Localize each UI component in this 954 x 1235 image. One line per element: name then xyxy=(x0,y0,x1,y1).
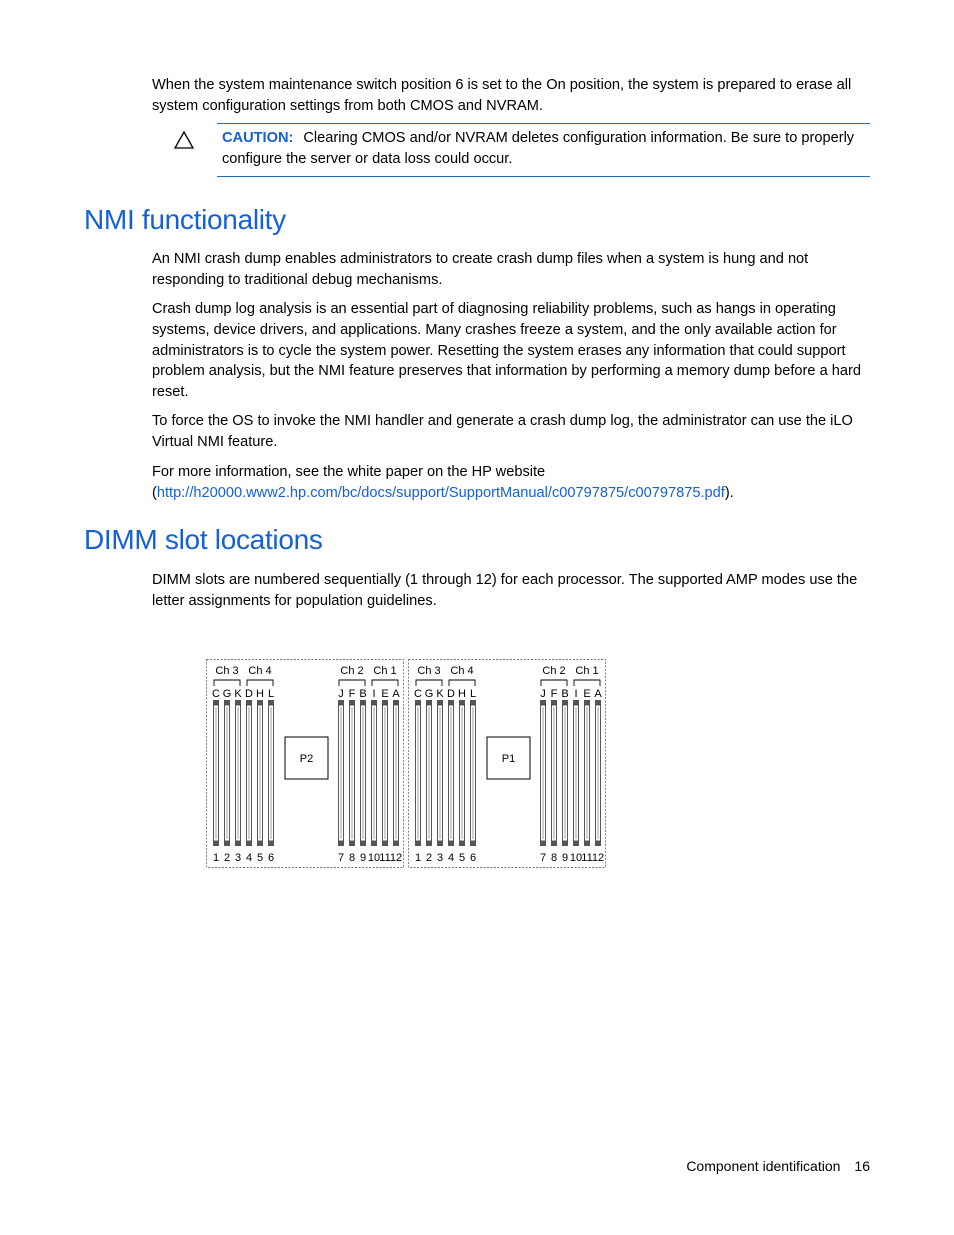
nmi-heading: NMI functionality xyxy=(84,204,286,235)
open-paren: ( xyxy=(152,484,157,501)
channel-label: Ch 2 xyxy=(340,665,364,677)
nmi-paragraph-4 xyxy=(152,462,872,504)
slot-number: 4 xyxy=(447,852,455,864)
slot-letter: I xyxy=(372,688,376,700)
channel-bracket xyxy=(541,680,567,686)
nmi-more-info-text: For more information, see the white paper on the HP website xyxy=(152,464,546,480)
dimm-heading: DIMM slot locations xyxy=(84,524,323,555)
slot-number: 2 xyxy=(223,852,231,864)
dimm-slot xyxy=(393,700,399,846)
slot-number: 9 xyxy=(561,852,569,864)
slot-number: 11 xyxy=(581,852,593,864)
footer-section: Component identification xyxy=(686,1158,841,1174)
slot-letter: A xyxy=(594,688,602,700)
slot-letter: G xyxy=(222,688,232,700)
slot-letter: J xyxy=(338,688,344,700)
caution-text: Clearing CMOS and/or NVRAM deletes configuration information. Be sure to properly configure the server or data loss could occur. xyxy=(222,130,855,167)
nmi-paragraph-3: To force the OS to invoke the NMI handler and generate a crash dump log, the administrator can use the iLO Virtual NMI feature. xyxy=(152,413,853,450)
slot-number: 1 xyxy=(212,852,220,864)
slot-number: 3 xyxy=(234,852,242,864)
slot-letter: H xyxy=(458,688,466,700)
slot-letter: H xyxy=(256,688,264,700)
slot-letter: J xyxy=(540,688,546,700)
slot-letter: E xyxy=(583,688,591,700)
channel-label: Ch 3 xyxy=(215,665,239,677)
slot-number: 10 xyxy=(367,852,381,864)
processor-label: P2 xyxy=(299,753,314,765)
slot-letter: E xyxy=(381,688,389,700)
slot-letter: L xyxy=(469,688,477,700)
slot-letter: A xyxy=(392,688,400,700)
dimm-slot xyxy=(246,700,252,846)
dimm-slot xyxy=(448,700,454,846)
close-paren: ). xyxy=(724,484,734,501)
slot-number: 6 xyxy=(469,852,477,864)
channel-bracket xyxy=(372,680,398,686)
caution-label: CAUTION: xyxy=(222,130,294,146)
slot-letter: K xyxy=(234,688,242,700)
slot-letter: C xyxy=(212,688,220,700)
nmi-paragraph-1: An NMI crash dump enables administrators to create crash dump files when a system is hung and not responding to traditional debug mechanisms. xyxy=(152,251,809,288)
nmi-paragraph-2: Crash dump log analysis is an essential part of diagnosing reliability problems, such as hangs in operating systems, device drivers, and applications. Many crashes freeze a system, and the only available action for administrators is to cycle the system power. Resetting the system erases any information that could support problem analysis, but the NMI feature preserves that information by performing a memory dump before a hard reset. xyxy=(152,301,861,401)
caution-text-block xyxy=(222,128,862,170)
hp-whitepaper-link[interactable]: http://h20000.www2.hp.com/bc/docs/support/SupportManual/c00797875/c00797875.pdf xyxy=(156,484,725,501)
slot-number: 4 xyxy=(245,852,253,864)
dimm-slot xyxy=(235,700,241,846)
slot-letter: D xyxy=(447,688,455,700)
slot-number: 7 xyxy=(539,852,547,864)
slot-number: 3 xyxy=(436,852,444,864)
dimm-slot-diagram xyxy=(205,656,609,870)
slot-letter: C xyxy=(414,688,422,700)
slot-number: 6 xyxy=(267,852,275,864)
dimm-slot xyxy=(562,700,568,846)
dimm-slot xyxy=(415,700,421,846)
caution-box xyxy=(217,123,870,177)
channel-bracket xyxy=(247,680,273,686)
dimm-slot xyxy=(257,700,263,846)
slot-number: 12 xyxy=(591,852,605,864)
slot-letter: F xyxy=(550,688,558,700)
dimm-slot xyxy=(224,700,230,846)
slot-number: 10 xyxy=(569,852,583,864)
slot-number: 9 xyxy=(359,852,367,864)
dimm-slot xyxy=(584,700,590,846)
slot-letter: B xyxy=(561,688,569,700)
slot-number: 5 xyxy=(256,852,264,864)
channel-label: Ch 4 xyxy=(450,665,474,677)
slot-letter: B xyxy=(359,688,367,700)
dimm-slot xyxy=(426,700,432,846)
channel-bracket xyxy=(416,680,442,686)
dimm-slot xyxy=(382,700,388,846)
slot-letter: L xyxy=(267,688,275,700)
slot-number: 8 xyxy=(550,852,558,864)
slot-number: 11 xyxy=(379,852,391,864)
slot-letter: I xyxy=(574,688,578,700)
intro-paragraph: When the system maintenance switch position 6 is set to the On position, the system is prepared to erase all system configuration settings from both CMOS and NVRAM. xyxy=(152,77,852,114)
dimm-slot xyxy=(459,700,465,846)
slot-letter: D xyxy=(245,688,253,700)
slot-number: 7 xyxy=(337,852,345,864)
dimm-slot xyxy=(349,700,355,846)
slot-number: 5 xyxy=(458,852,466,864)
slot-number: 12 xyxy=(389,852,403,864)
processor-label: P1 xyxy=(501,753,516,765)
channel-label: Ch 2 xyxy=(542,665,566,677)
page-number: 16 xyxy=(854,1158,870,1174)
channel-bracket xyxy=(214,680,240,686)
dimm-slot xyxy=(551,700,557,846)
slot-letter: F xyxy=(348,688,356,700)
channel-bracket xyxy=(574,680,600,686)
channel-label: Ch 1 xyxy=(373,665,397,677)
slot-letter: G xyxy=(424,688,434,700)
dimm-slot xyxy=(338,700,344,846)
channel-label: Ch 1 xyxy=(575,665,599,677)
dimm-slot xyxy=(360,700,366,846)
dimm-slot xyxy=(470,700,476,846)
slot-number: 2 xyxy=(425,852,433,864)
dimm-slot xyxy=(540,700,546,846)
slot-number: 1 xyxy=(414,852,422,864)
dimm-slot xyxy=(437,700,443,846)
dimm-slot xyxy=(573,700,579,846)
dimm-slot xyxy=(595,700,601,846)
dimm-slot xyxy=(213,700,219,846)
dimm-slot xyxy=(268,700,274,846)
channel-bracket xyxy=(339,680,365,686)
channel-bracket xyxy=(449,680,475,686)
slot-letter: K xyxy=(436,688,444,700)
page-footer xyxy=(686,1158,870,1174)
dimm-paragraph: DIMM slots are numbered sequentially (1 through 12) for each processor. The supported AMP modes use the letter assignments for population guidelines. xyxy=(152,572,858,609)
channel-label: Ch 4 xyxy=(248,665,272,677)
channel-label: Ch 3 xyxy=(417,665,441,677)
slot-number: 8 xyxy=(348,852,356,864)
warning-triangle-icon xyxy=(173,130,195,150)
dimm-slot xyxy=(371,700,377,846)
